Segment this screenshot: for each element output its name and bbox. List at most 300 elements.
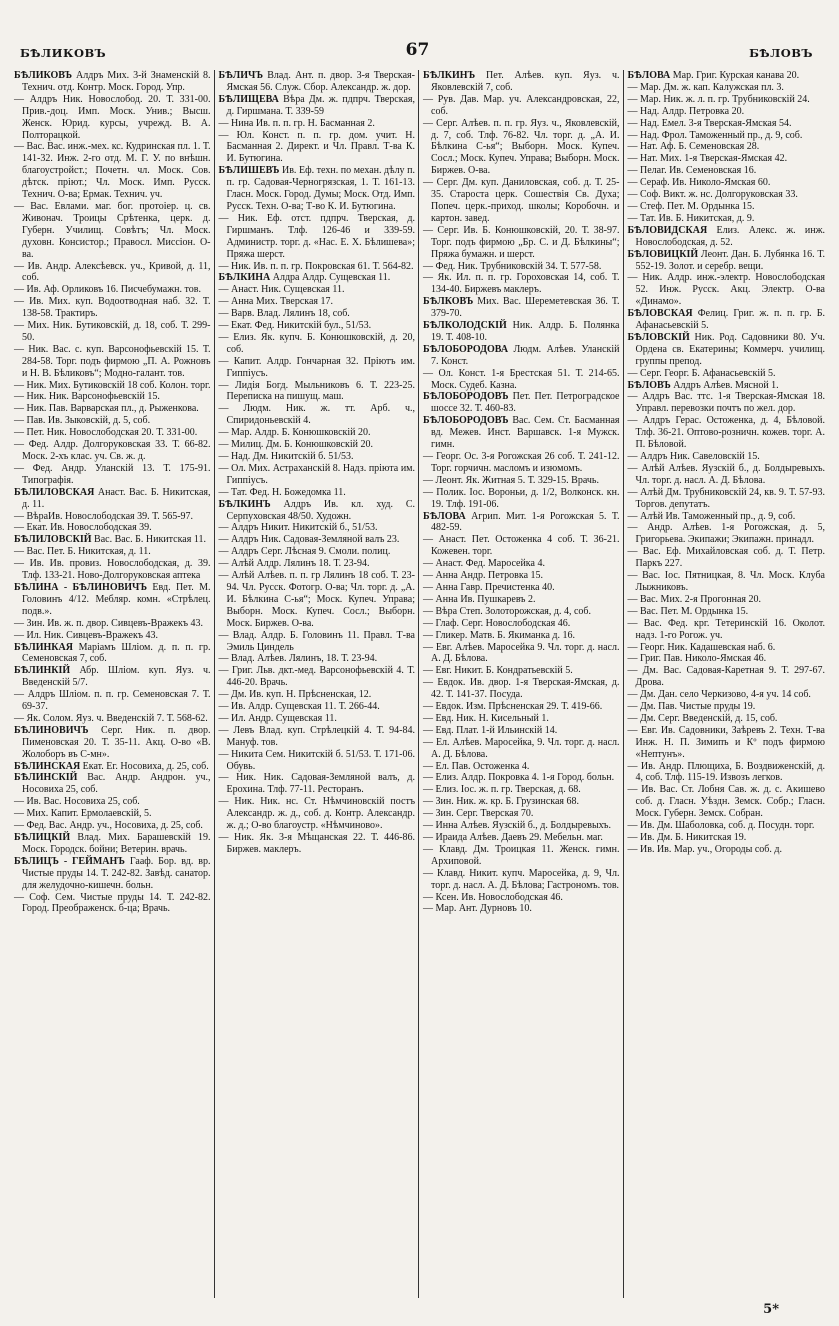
entry-text: — Ник. Вас. с. куп. Варсонофьевскій 15. Т. 284-58. Торг. подъ фирмою „П. А. Рожновъ и Н. В. Бѣликовъ“; Модно-галант. тов. [14,343,211,379]
directory-entry [14,546,211,558]
directory-entry [628,844,826,856]
directory-entry [423,94,620,118]
entry-text: — Георг. Ник. Кадашевская наб. 6. [627,641,776,653]
entry-text: — Ник. Ник. Садовая-Земляной валъ, д. Ерохина. Тлф. 77-11. Ресторанъ. [218,772,415,796]
entry-text: — Анаст. Фед. Маросейка 4. [423,558,545,570]
directory-entry [628,130,826,142]
directory-entry [219,772,416,796]
directory-entry [219,522,416,534]
directory-entry [423,892,620,904]
entry-text: — Вас. Пет. Б. Никитская, д. 11. [14,546,151,558]
entry-text: Мих. Вас. Шереметевская 36. Т. 379-70. [431,296,620,320]
directory-entry [423,391,620,415]
entry-text: — Вас. Фед. крг. Тетеринскій 16. Околот. надз. 1-го Рогож. уч. [627,617,825,641]
entry-text: — Вас. Іос. Пятницкая, 8. Чл. Моск. Клуба Лыжниковъ. [627,570,825,593]
entry-text: — Ник. Мих. Бутиковскій 18 соб. Колон. торг. [14,379,211,391]
directory-entry [423,665,620,677]
entry-text: — Анна Гавр. Пречистенка 40. [423,581,555,593]
entry-text: — Милиц. Дм. Б. Конюшковскій 20. [218,439,373,451]
directory-entry [14,761,211,773]
directory-entry [628,511,826,523]
directory-entry [219,749,416,773]
entry-text: Ив. Еф. техн. по механ. дѣлу п. п. гр. Садовая-Черногрязская, 1. Т. 161-13. Гласн. Моск. Город. Думы; Моск. Отд. Имп. Русск. Техн. О-ва; Т-во К. И. Бутюгина. [226,165,415,212]
directory-entry [628,189,826,201]
surname: БѢЛИНКАЯ [14,641,73,653]
surname: БѢЛИНА - БѢЛИНОВИЧЪ [14,581,148,593]
surname: БѢЛОБОРОДОВЪ [423,415,509,427]
directory-entry [14,534,211,546]
running-head-left: БѢЛИКОВЪ [20,46,107,60]
directory-entry [219,796,416,832]
surname: БѢЛИНОВИЧЪ [14,724,89,736]
entry-text: — Леонт. Як. Житная 5. Т. 329-15. Врачь. [423,474,599,486]
directory-entry [423,737,620,761]
entry-text: — Над. Фрол. Таможенный пр., д. 9, соб. [627,129,803,141]
directory-entry [423,868,620,892]
surname: БѢЛИНСКІЙ [14,772,78,784]
entry-text: — Мих. Ник. Бутиковскій, д. 18, соб. Т. 299-50. [14,320,211,343]
entry-text: Елиз. Алекс. ж. инж. Новослободская, д. 52. [635,224,825,248]
entry-text: — Алдръ Вас. ттс. 1-я Тверская-Ямская 18. Управл. перевозки почтъ по жел. дор. [627,391,825,415]
entry-text: — Мих. Капит. Ермолаевскій, 5. [14,808,152,820]
directory-entry [423,808,620,820]
directory-entry [628,225,826,249]
entry-text: — Алѣй Алдр. Лялинъ 18. Т. 23-94. [218,558,370,570]
entry-text: — Алдръ Ник. Садовая-Земляной валъ 23. [218,534,400,546]
directory-entry [219,546,416,558]
entry-text: — Вас. Вас. инж.-мех. кс. Кудринская пл. 1. Т. 141-32. Инж. 2-го отд. М. Г. У. по внѣшн. благоустройст.; Почетн. чл. Моск. Сов. дѣтск. пріют.; Чл. Моск. Имп. Русск. Технич. О-ва; Ермак. Технич. уч. [14,141,211,201]
directory-entry [14,320,211,344]
directory-entry [423,642,620,666]
entry-text: — Андр. Алѣев. 1-я Рогожская, д. 5, Григорьева. Экипажи; Экипажн. принадл. [627,522,825,546]
directory-entry [14,522,211,534]
entry-text: — Полик. Іос. Вороньи, д. 1/2, Волконск. кн. 19. Тлф. 191-06. [423,486,620,510]
directory-entry [219,665,416,689]
directory-entry [219,308,416,320]
directory-entry [14,772,211,796]
directory-entry [219,70,416,94]
entry-text: — Ник. Ник. нс. Ст. Нѣмчиновскій постъ Александр. ж. д., соб. д. Контр. Александр. ж. д.; О-во благоустр. «Нѣмчиново». [218,796,415,832]
entry-text: — Ив. Мих. куп. Водоотводная наб. 32. Т. 138-58. Трактиръ. [14,296,211,320]
directory-entry [219,713,416,725]
entry-text: Евд. Пет. М. Головинъ 4/12. Мебляр. комн. «Стрѣлец. подв.». [22,581,211,617]
directory-entry [219,701,416,713]
entry-text: — Елиз. Іос. ж. п. гр. Тверская, д. 68. [423,784,581,796]
entry-text: — Серг. Георг. Б. Афанасьевскій 5. [627,367,776,379]
directory-entry [219,118,416,130]
entry-text: — Алдръ Ник. Новослобод. 20. Т. 331-00. Прив.-доц. Имп. Моск. Унив.; Высш. Женск. Юрид. курсы, учрежд. В. А. Полторацкой. [14,93,211,141]
directory-entry [219,427,416,439]
entry-text: Леонт. Дан. Б. Лубянка 16. Т. 552-19. Золот. и серебр. вещи. [635,248,825,272]
directory-entry [14,856,211,892]
column-4 [624,70,829,1298]
entry-text: — Ил. Андр. Сущевская 11. [218,712,337,724]
directory-entry [423,320,620,344]
directory-entry [628,415,826,451]
directory-entry [423,534,620,558]
entry-text: — Вѣра Степ. Золоторожская, д. 4, соб. [423,605,591,617]
directory-entry [14,391,211,403]
entry-text: — Стеф. Пет. М. Ордынка 15. [627,200,755,212]
directory-entry [219,296,416,308]
directory-entry [14,713,211,725]
entry-text: — Ол. Мих. Астраханскій 8. Надз. пріюта им. Гиппіусъ. [218,462,415,486]
entry-text: — Рув. Дав. Мар. уч. Александровская, 22, соб. [423,93,620,117]
directory-entry [628,606,826,618]
entry-text: — Над. Емел. 3-я Тверская-Ямская 54. [627,117,792,129]
entry-text: — Анаст. Ник. Сущевская 11. [218,284,345,296]
entry-text: — Нат. Мих. 1-я Тверская-Ямская 42. [627,153,788,165]
entry-text: — Над. Дм. Никитскій б. 51/53. [218,451,354,462]
directory-entry [423,475,620,487]
directory-entry [628,451,826,463]
directory-entry [423,630,620,642]
surname: БѢЛИНКІЙ [14,665,71,677]
surname: БѢЛИЦКІЙ [14,832,71,843]
surname: БѢЛОВЪ [627,379,671,391]
entry-text: Алдръ Мих. 3-й Знаменскій 8. Технич. отд. Контр. Моск. Город. Упр. [22,70,211,93]
entry-text: Влад. Мих. Барашевскій 19. Моск. Городск. бойни; Ветерин. врачь. [22,832,211,855]
directory-entry [219,689,416,701]
surname: БѢЛОБОРОДОВА [423,343,509,355]
directory-entry [423,701,620,713]
entry-text: — Алѣй Алѣев. Яузскій б., д. Болдыревыхъ. Чл. торг. д. насл. А. Д. Бѣлова. [627,462,825,486]
entry-text: — Соф. Сем. Чистые пруды 14. Т. 242-82. Город. Преображенск. б-ца; Врачь. [14,891,211,915]
entry-text: — Влад. Алѣев. Лялинъ, 18. Т. 23-94. [218,653,378,665]
entry-text: — Ксен. Ив. Новослободская 46. [423,891,563,903]
directory-entry [423,344,620,368]
directory-entry [628,332,826,368]
entry-text: — Анна Мих. Тверская 17. [218,296,334,308]
entry-text: — Варв. Влад. Лялинъ 18, соб. [218,308,350,320]
directory-entry [628,487,826,511]
entry-text: Гааф. Бор. вд. вр. Чистые пруды 14. Т. 242-82. Завѣд. санатор. для желудочно-кишечн. больн. [22,855,211,891]
surname: БѢЛИЧЪ [218,70,263,81]
entry-text: — Фед. Андр. Уланскій 13. Т. 175-91. Типографія. [14,462,211,486]
directory-entry [14,261,211,285]
entry-text: Вѣра Дм. ж. пдпрч. Тверская, д. Гиршмана. Т. 339-59 [226,93,415,117]
entry-text: — Алдръ Ник. Савеловскій 15. [627,451,760,462]
directory-entry [14,630,211,642]
entry-text: — Тат. Ив. Б. Никитская, д. 9. [627,212,755,224]
directory-entry [628,642,826,654]
directory-entry [628,165,826,177]
directory-entry [423,903,620,915]
entry-text: — Григ. Пав. Николо-Ямская 46. [627,653,767,665]
directory-entry [14,463,211,487]
directory-entry [628,153,826,165]
entry-text: Пет. Алѣев. куп. Яуз. ч. Яковлевскій 7, соб. [431,70,620,93]
directory-entry [219,725,416,749]
signature-mark: 5* [763,1302,779,1317]
directory-entry [14,94,211,142]
entry-text: — Ник. Пав. Варварская пл., д. Рыженкова. [14,403,199,415]
directory-entry [628,725,826,761]
surname: БѢЛОВИДСКАЯ [627,224,708,236]
entry-text: — ВѣраИв. Новослободская 39. Т. 565-97. [14,510,194,522]
directory-entry [423,70,620,94]
directory-entry [423,272,620,296]
directory-entry [14,725,211,761]
entry-text: Агрип. Мит. 1-я Рогожская 5. Т. 482-59. [431,510,620,534]
entry-text: — Екат. Фед. Никитскій бул., 51/53. [218,320,372,332]
directory-entry [14,642,211,666]
entry-text: — Пелаг. Ив. Семеновская 16. [627,165,757,177]
directory-entry [14,558,211,582]
surname: БѢЛИШЕВЪ [218,165,280,177]
entry-text: — Дм. Вас. Садовая-Каретная 9. Т. 297-67. Дрова. [627,665,825,689]
directory-entry [219,284,416,296]
entry-text: — Елиз. Алдр. Покровка 4. 1-я Город. больн. [423,772,615,784]
directory-entry [219,451,416,463]
directory-entry [423,296,620,320]
surname: БѢЛОВИЦКІЙ [627,248,699,260]
entry-text: — Мар. Ант. Дурновъ 10. [423,903,532,915]
entry-text: — Серг. Дм. куп. Даниловская, соб. д. Т. 25-35. Староста церк. Сошествія Св. Духа; Попеч. церк.-приход. школы; Коробочн. и картон. завед. [423,177,620,224]
directory-entry [628,391,826,415]
directory-entry [219,653,416,665]
surname: БѢЛИЛОВСКАЯ [14,486,95,498]
entry-text: — Пав. Ив. Зыковскій, д. 5, соб. [14,415,151,427]
entry-text: Людм. Алѣев. Уланскій 7. Конст. [431,343,620,367]
entry-text: — Мар. Ник. ж. л. п. гр. Трубниковскій 24. [627,93,810,105]
entry-text: — Вас. Мих. 2-я Прогонная 20. [627,593,762,605]
entry-text: — Клавд. Дм. Троицкая 11. Женск. гимн. Архиповой. [423,843,620,867]
surname: БѢЛКИНА [218,272,271,284]
directory-entry [628,546,826,570]
directory-entry [219,130,416,166]
directory-entry [423,594,620,606]
entry-text: — Ив. Дм. Б. Никитская 19. [627,832,747,843]
surname: БѢЛКОЛОДСКІЙ [423,320,507,332]
entry-text: — Влад. Алдр. Б. Головинъ 11. Правл. Т-ва Эмиль Циндель [218,629,415,653]
directory-entry [219,534,416,546]
surname: БѢЛИЛОВСКІЙ [14,534,92,546]
entry-text: — Ник. Як. 3-я Мѣщанская 22. Т. 446-86. Биржев. маклеръ. [218,832,415,855]
entry-text: — Як. Ил. п. п. гр. Гороховская 14, соб. Т. 134-40. Биржевъ маклеръ. [423,272,620,296]
directory-entry [219,832,416,856]
directory-entry [628,713,826,725]
directory-entry [628,522,826,546]
directory-entry [14,689,211,713]
entry-text: — Фед. Вас. Андр. уч., Носовиха, д. 25, соб. [14,820,203,832]
directory-entry [14,427,211,439]
directory-entry [14,796,211,808]
entry-text: Алдръ Ив. кл. худ. С. Серпуховская 48/50. Художн. [226,498,415,522]
directory-entry [628,784,826,820]
directory-entry [14,296,211,320]
directory-entry [628,177,826,189]
entry-text: — Над. Алдр. Петровка 20. [627,105,745,117]
entry-text: — Тат. Фед. Н. Божедомка 11. [218,486,346,498]
directory-entry [423,606,620,618]
surname: БѢЛОВА [423,510,466,522]
entry-text: — Зин. Ник. ж. кр. Б. Грузинская 68. [423,796,580,808]
entry-text: — Евдок. Изм. Прѣсненская 29. Т. 419-66. [423,701,603,713]
directory-entry [14,665,211,689]
directory-entry [14,415,211,427]
entry-text: — Нина Ив. п. п. гр. Н. Басманная 2. [218,117,375,129]
surname: БѢЛОВСКІЙ [627,331,690,343]
directory-entry [423,725,620,737]
entry-text: — Серг. Ив. Б. Конюшковскій, 20. Т. 38-97. Торг. подъ фирмою „Бр. С. и Д. Бѣлкины“; Пряжа бумажн. и шерст. [423,224,620,260]
entry-text: — Ник. Алдр. инж.-электр. Новослободская 52. Инж. Русск. Акц. Электр. О-ва «Динамо». [627,272,825,308]
surname: БѢЛОБОРОДОВЪ [423,391,509,403]
entry-text: Маріамъ Шліом. д. п. п. гр. Семеновская 7, соб. [22,641,211,665]
directory-entry [628,141,826,153]
entry-text: — Алдръ Шліом. п. п. гр. Семеновская 7. Т. 69-37. [14,689,211,713]
entry-text: — Алдръ Герас. Остоженка, д. 4, Бѣловой. Тлф. 36-21. Оптово-розничн. кожев. торг. А. П. Бѣловой. [627,415,825,451]
directory-entry [423,772,620,784]
directory-entry [14,141,211,201]
entry-text: — Гликер. Матв. Б. Якиманка д. 16. [423,629,575,641]
directory-entry [423,368,620,392]
surname: БѢЛКОВЪ [423,296,474,308]
directory-entry [219,439,416,451]
entry-text: — Ив. Ив. Мар. уч., Огороды соб. д. [627,843,782,855]
entry-text: — Евг. Ив. Садовники, Заѣревъ 2. Техн. Т-ва Инж. Н. П. Зимипъ и Кº подъ фирмою «Нептунъ». [627,724,825,760]
entry-text: — Соф. Викт. ж. нс. Долгоруковская 33. [627,189,798,201]
entry-text: — Ел. Алѣев. Маросейка, 9. Чл. торг. д. насл. А. Д. Бѣлова. [423,736,620,760]
surname: БѢЛОВСКАЯ [627,308,693,320]
surname: БѢЛКИНЪ [423,70,476,81]
directory-entry [14,582,211,618]
entry-text: — Ив. Алдр. Сущевская 11. Т. 266-44. [218,701,380,713]
directory-entry [628,213,826,225]
entry-text: — Евд. Плат. 1-й Ильинскій 14. [423,724,558,736]
directory-entry [14,808,211,820]
directory-entry [219,165,416,213]
directory-entry [628,463,826,487]
directory-entry [423,618,620,630]
directory-entry [628,82,826,94]
entry-text: Анаст. Вас. Б. Никитская, д. 11. [22,486,211,510]
surname: БѢЛОВА [627,70,671,81]
entry-text: Екат. Ег. Носовиха, д. 25, соб. [80,760,209,772]
directory-entry [423,177,620,225]
page-header [14,40,821,66]
directory-entry [14,511,211,523]
entry-text: Влад. Ант. п. двор. 3-я Тверская-Ямская 56. Служ. Сбор. Александр. ж. дор. [226,70,415,93]
entry-text: — Ив. Андр. Алексѣевск. уч., Кривой, д. 11, соб. [14,260,211,284]
surname: БѢЛИКОВЪ [14,70,73,81]
page-number: 67 [405,40,430,60]
entry-text: — Елиз. Як. купч. Б. Конюшковскій, д. 20, соб. [218,331,415,355]
entry-text: — Ник. Ник. Варсонофьевскій 15. [14,391,160,403]
directory-entry [219,320,416,332]
directory-entry [219,499,416,523]
directory-entry [423,225,620,261]
directory-entry [219,570,416,630]
directory-entry [14,618,211,630]
entry-text: — Глаф. Серг. Новослободская 46. [423,617,571,629]
entry-text: — Алдръ Серг. Лѣсная 9. Смоли. полиц. [218,546,391,558]
entry-text: Ник. Алдр. Б. Полянка 19. Т. 408-10. [431,320,620,343]
entry-text: — Лидія Богд. Мыльниковъ 6. Т. 223-25. Переписка на пишущ. маш. [218,379,415,403]
directory-entry [14,820,211,832]
entry-text: — Левъ Влад. куп. Стрѣлецкій 4. Т. 94-84. Мануф. тов. [218,724,415,748]
directory-entry [14,284,211,296]
entry-text: — Нат. Аф. Б. Семеновская 28. [627,141,760,153]
column-1 [10,70,215,1298]
directory-entry [219,558,416,570]
directory-entry [14,380,211,392]
entry-text: — Никита Сем. Никитскій б. 51/53. Т. 171-06. Обувь. [218,748,415,772]
entry-text: — Ник. Еф. отст. пдпрч. Тверская, д. Гиршманъ. Тлф. 126-46 и 339-59. Администр. торг. д. «Нас. Е. Х. Бѣлишева»; Пряжа шерст. [218,212,415,260]
directory-entry [423,582,620,594]
entry-text: — Зин. Серг. Тверская 70. [423,808,534,820]
entry-text: — Инна Алѣев. Яузскій б., д. Болдыревыхъ. [423,820,611,832]
directory-entry [14,70,211,94]
entry-text: — Зин. Ив. ж. п. двор. Сивцевъ-Вражекъ 43. [14,617,204,629]
entry-text: — Вас. Пет. М. Ордынка 15. [627,605,749,617]
directory-entry [628,106,826,118]
entry-text: — Ел. Пав. Остоженка 4. [423,760,530,772]
directory-entry [628,820,826,832]
column-2 [215,70,420,1298]
entry-text: Серг. Ник. п. двор. Пименовская 20. Т. 35-11. Акц. О-во «В. Жолоборъ въ С-мн». [22,724,211,760]
directory-entry [423,844,620,868]
entry-text: — Ив. Вас. Носовиха 25, соб. [14,796,140,808]
entry-text: — Екат. Ив. Новослободская 39. [14,522,152,534]
directory-entry [423,832,620,844]
directory-entry [423,415,620,451]
directory-entry [628,594,826,606]
entry-text: — Фед. Алдр. Долгоруковская 33. Т. 66-82. Моск. 2-хъ клас. уч. Св. ж. д. [14,439,211,462]
entry-text: — Алѣй Дм. Трубниковскій 24, кв. 9. Т. 57-93. Торгов. депутатъ. [627,486,825,510]
entry-text: — Сераф. Ив. Николо-Ямская 60. [627,177,771,189]
surname: БѢЛКИНЪ [218,498,271,510]
directory-entry [628,665,826,689]
surname: БѢЛИЦЪ - ГЕЙМАНЪ [14,855,125,867]
directory-entry [219,380,416,404]
directory-entry [219,463,416,487]
directory-entry [423,796,620,808]
entry-text: Вас. Вас. Б. Никитская 11. [91,534,206,546]
directory-entry [219,356,416,380]
directory-entry [628,94,826,106]
entry-text: — Вас. Евлами. маг. бог. протоіер. ц. св. Живонач. Троицы Срѣтенка, церк. д. Губерн. Училищ. Совѣтъ; Чл. Моск. духовн. Консистор.; Правосл. Миссіон. О-ва. [14,200,211,260]
directory-entry [14,892,211,916]
entry-text: — Евдок. Ив. двор. 1-я Тверская-Ямская, д. 42. Т. 141-37. Посуда. [423,677,620,701]
entry-text: — Ив. Дм. Шаболовка, соб. д. Посудн. торг. [627,820,815,832]
running-head-right: БѢЛОВЪ [749,46,813,60]
entry-text: — Анаст. Пет. Остоженка 4 соб. Т. 36-21. Кожевен. торг. [423,534,620,558]
column-3 [419,70,624,1298]
directory-entry [628,249,826,273]
directory-entry [628,618,826,642]
entry-text: — Фед. Ник. Трубниковскій 34. Т. 577-58. [423,260,602,272]
entry-text: — Дм. Пав. Чистые пруды 19. [627,701,756,713]
directory-entry [628,118,826,130]
directory-entry [14,439,211,463]
directory-entry [219,630,416,654]
entry-text: — Анна Андр. Петровка 15. [423,570,544,582]
entry-text: Алдръ Алѣев. Мясной 1. [670,379,779,391]
entry-text: — Евд. Ник. Н. Кисельный 1. [423,712,549,724]
entry-text: Мар. Григ. Курская канава 20. [670,70,800,81]
entry-text: — Клавд. Никит. купч. Маросейка, д. 9, Чл. торг. д. насл. А. Д. Бѣлова; Гастрономъ. тов. [423,867,620,891]
directory-entry [628,272,826,308]
directory-entry [423,784,620,796]
entry-text: — Алѣй Алѣев. п. п. гр Лялинъ 18 соб. Т. 23-94. Чл. Русск. Фотогр. О-ва; Чл. торг. д. „А. И. Бѣлкина С-ья“; Моск. Купеч. Управа; Выборн. Моск. Купеч. Сосл.; Выборн. Моск. Биржев. О-ва. [218,570,415,629]
entry-text: — Ив. Вас. Ст. Лобня Сав. ж. д. с. Акишево соб. д. Гласн. Уѣздн. Земск. Собр.; Гласн. Моск. Губерн. Земск. Собран. [627,784,825,820]
directory-entry [628,689,826,701]
entry-text: — Мар. Алдр. Б. Конюшковскій 20. [218,427,371,439]
entry-text: Алдра Алдр. Сущевская 11. [270,272,391,284]
entry-text: Вас. Андр. Андрон. уч., Носовиха 25, соб. [22,772,211,796]
directory-entry [14,344,211,380]
